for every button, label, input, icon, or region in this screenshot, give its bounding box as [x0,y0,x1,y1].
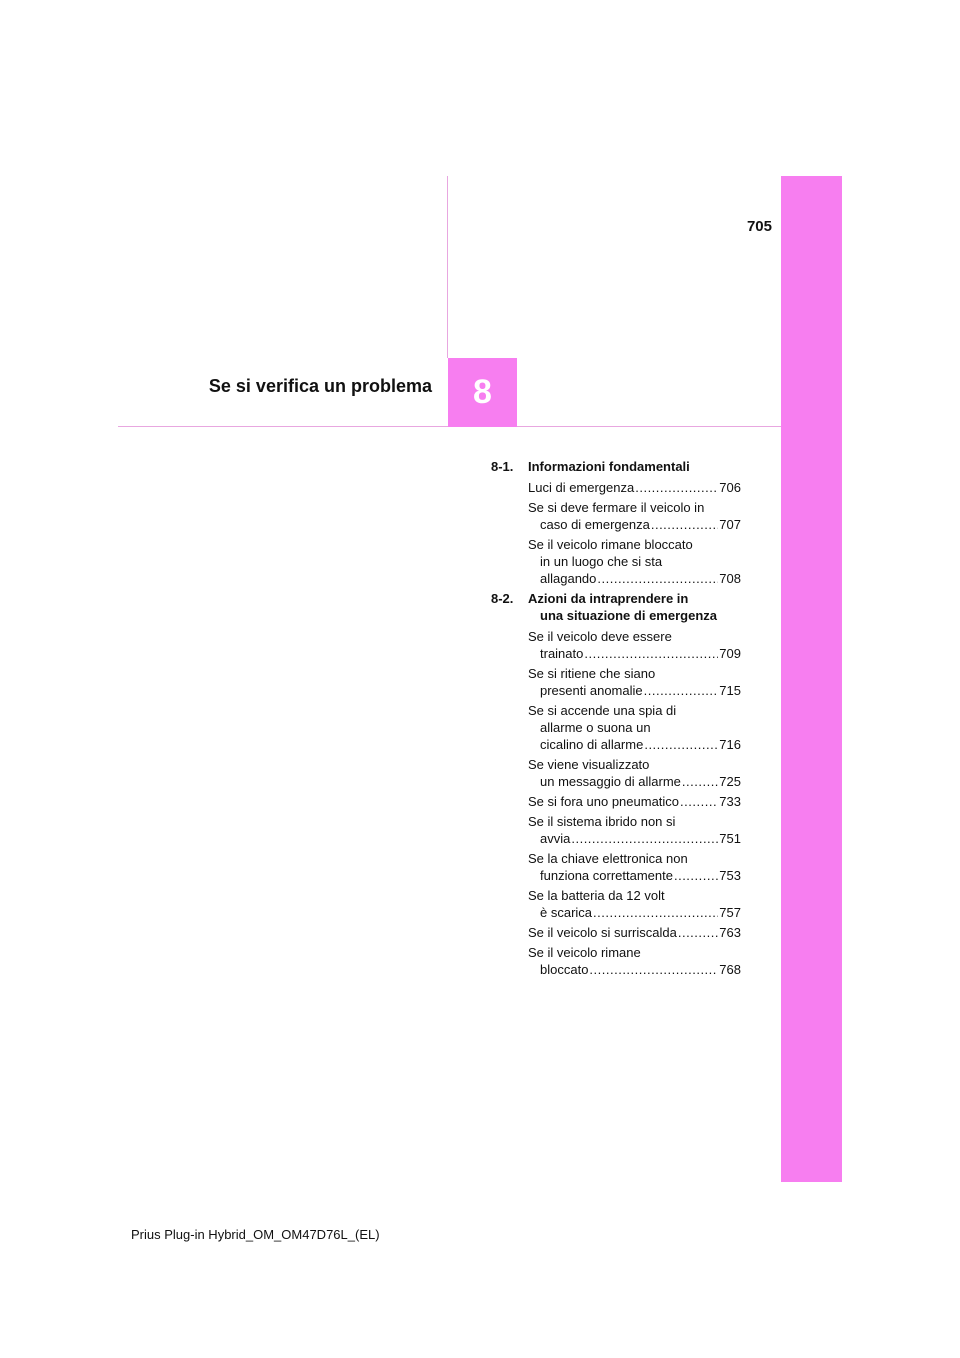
toc-section-title [528,458,741,475]
toc-entry-text: Luci di emergenza [528,480,635,495]
toc-entry-page-line [528,793,741,810]
toc-section-heading [491,458,741,475]
toc-entry[interactable] [528,499,741,533]
toc-entry-text: bloccato [540,962,589,977]
table-of-contents [491,458,741,981]
toc-leader-dots [597,570,718,587]
toc-entry-text-line: Se la chiave elettronica non [528,851,688,866]
toc-entry[interactable] [528,479,741,496]
toc-entry-page-line [528,904,741,921]
toc-entry[interactable] [528,850,741,884]
toc-entry-text: allagando [540,571,597,586]
toc-entry[interactable] [528,924,741,941]
toc-entry-text-line: Se si deve fermare il veicolo in [528,500,705,515]
toc-entry-page: 709 [719,646,741,661]
toc-entry-text-line: Se si accende una spia di [528,703,677,718]
toc-entry[interactable] [528,887,741,921]
toc-entry-page-line [528,924,741,941]
toc-entry-text-line: Se il veicolo rimane [528,945,641,960]
chapter-title: Se si verifica un problema [208,376,432,396]
toc-entry[interactable] [528,944,741,978]
toc-section-heading [491,590,741,624]
toc-entry[interactable] [528,628,741,662]
toc-entry-page: 716 [719,737,741,752]
toc-section-title-line: una situazione di emergenza [540,608,717,623]
toc-entry-page-line [528,570,741,587]
toc-entry-text: presenti anomalie [540,683,643,698]
toc-leader-dots [682,773,718,790]
vertical-rule [447,176,448,358]
page-number: 705 [746,218,772,235]
toc-entry-text: cicalino di allarme [540,737,644,752]
toc-section-number: 8-2. [491,591,514,606]
toc-entry-page-line [528,479,741,496]
toc-entry-text: funziona correttamente [540,868,673,883]
toc-entry-text: caso di emergenza [540,517,650,532]
toc-leader-dots [584,645,718,662]
toc-leader-dots [651,516,718,533]
toc-section-number: 8-1. [491,459,514,474]
chapter-number-box [448,358,517,427]
toc-entry-page-line [528,830,741,847]
chapter-side-tab [781,176,842,1182]
toc-section-title [528,590,741,624]
toc-entry-text-line: Se viene visualizzato [528,757,650,772]
toc-entry-text-line: Se il veicolo rimane bloccato [528,537,693,552]
toc-leader-dots [678,924,718,941]
toc-entry-text-line: Se il sistema ibrido non si [528,814,676,829]
toc-entry-page-line [528,961,741,978]
toc-entry[interactable] [528,665,741,699]
toc-entry-text: avvia [540,831,571,846]
toc-entry-page: 763 [719,925,741,940]
toc-entry-text: Se si fora uno pneumatico [528,794,680,809]
toc-entry-page-line [528,516,741,533]
toc-entry[interactable] [528,756,741,790]
toc-entry-page: 706 [719,480,741,495]
toc-entry-page: 753 [719,868,741,883]
toc-entry-page-line [528,867,741,884]
footer-document-id: Prius Plug-in Hybrid_OM_OM47D76L_(EL) [131,1227,380,1242]
toc-entry-text: trainato [540,646,584,661]
toc-leader-dots [571,830,718,847]
chapter-number: 8 [473,373,492,411]
toc-entry-page: 715 [719,683,741,698]
toc-entry-text-line: Se il veicolo deve essere [528,629,672,644]
toc-entry-page: 708 [719,571,741,586]
toc-leader-dots [680,793,718,810]
toc-entry-page-line [528,682,741,699]
toc-entry-text: è scarica [540,905,593,920]
toc-leader-dots [644,736,718,753]
toc-entry-text-line: in un luogo che si sta [540,554,663,569]
toc-entry-page-line [528,773,741,790]
toc-entry-text: Se il veicolo si surriscalda [528,925,677,940]
toc-entry-page-line [528,736,741,753]
toc-section-title-line: Azioni da intraprendere in [528,591,689,606]
toc-leader-dots [593,904,718,921]
toc-entry-page: 725 [719,774,741,789]
toc-entry-page: 757 [719,905,741,920]
toc-entry[interactable] [528,536,741,587]
toc-entry[interactable] [528,793,741,810]
toc-entry-page: 751 [719,831,741,846]
toc-entry[interactable] [528,702,741,753]
toc-entry-page: 707 [719,517,741,532]
toc-entry-page: 768 [719,962,741,977]
toc-leader-dots [589,961,718,978]
toc-entry[interactable] [528,813,741,847]
toc-entry-page: 733 [719,794,741,809]
toc-entry-text-line: allarme o suona un [540,720,651,735]
toc-entry-page-line [528,645,741,662]
toc-leader-dots [635,479,718,496]
toc-section-title-line: Informazioni fondamentali [528,459,690,474]
toc-leader-dots [644,682,719,699]
toc-entry-text: un messaggio di allarme [540,774,681,789]
toc-leader-dots [674,867,718,884]
toc-entry-text-line: Se la batteria da 12 volt [528,888,665,903]
toc-entry-text-line: Se si ritiene che siano [528,666,656,681]
